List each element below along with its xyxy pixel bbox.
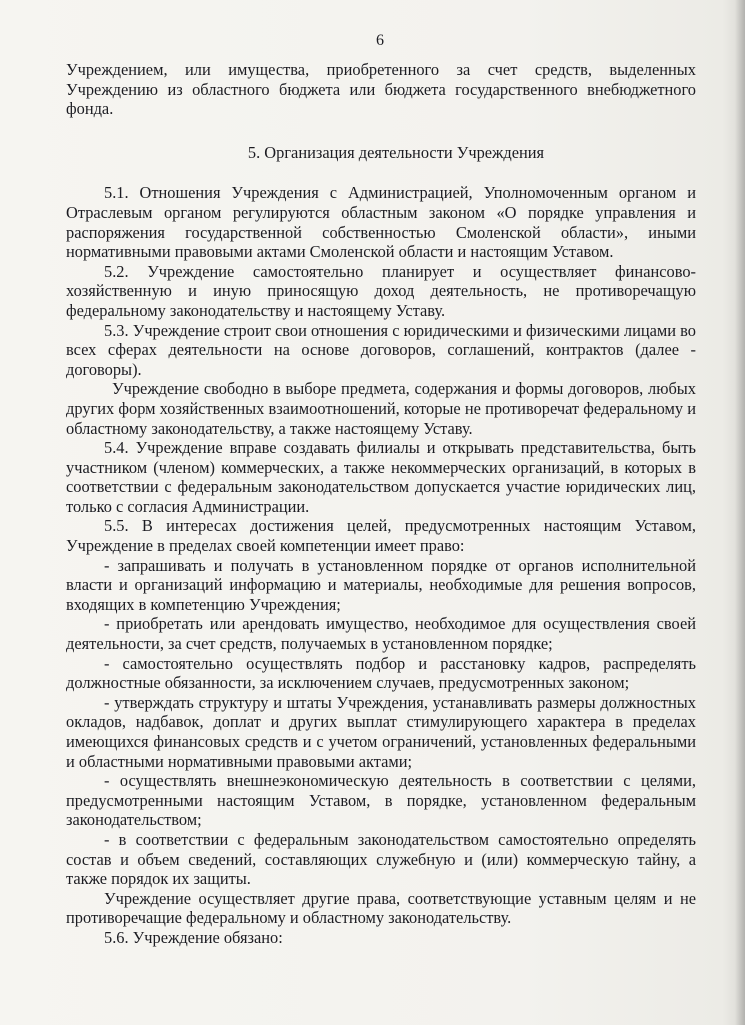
right-item-structure: - утверждать структуру и штаты Учреждения, устанавливать размеры должностных окладов, надбавок, доплат и других выплат стимулирующего характера в пределах имеющихся финансовых средств и с учетом ограничений, установленных федеральными и областными нормативными правовыми актами;	[66, 692, 696, 771]
paragraph-5-4: 5.4. Учреждение вправе создавать филиалы и открывать представительства, быть участником (членом) коммерческих, а также некоммерческих организаций, в которых в соответствии с федеральным законодательством допускается участие юридических лиц, только с согласия Администрации.	[66, 438, 696, 516]
paragraph-5-3-contracts: Учреждение свободно в выборе предмета, содержания и формы договоров, любых других форм хозяйственных взаимоотношений, которые не противоречат федеральному и областному законодательству, а также настоящему Уставу.	[66, 379, 696, 438]
right-item-confidential-info: - в соответствии с федеральным законодательством самостоятельно определять состав и объем сведений, составляющих служебную и (или) коммерческую тайну, а также порядок их защиты.	[66, 829, 696, 889]
section-heading: 5. Организация деятельности Учреждения	[247, 142, 545, 162]
page-edge-shadow	[735, 0, 745, 1025]
paragraph-5-6: 5.6. Учреждение обязано:	[104, 927, 283, 947]
intro-paragraph: Учреждением, или имущества, приобретенного за счет средств, выделенных Учреждению из областного бюджета или бюджета государственного внебюджетного фонда.	[66, 60, 696, 119]
right-item-acquire-property: - приобретать или арендовать имущество, необходимое для осуществления своей деятельности, за счет средств, получаемых в установленном порядке;	[66, 614, 696, 654]
page-number: 6	[376, 32, 384, 49]
paragraph-5-3: 5.3. Учреждение строит свои отношения с юридическими и физическими лицами во всех сферах деятельности на основе договоров, соглашений, контрактов (далее - договоры).	[66, 320, 696, 379]
closing-paragraph: Учреждение осуществляет другие права, соответствующие уставным целям и не противоречащие федеральному и областному законодательству.	[66, 888, 696, 928]
paragraph-5-1: 5.1. Отношения Учреждения с Администрацией, Уполномоченным органом и Отраслевым органом регулируются областным законом «О порядке управления и распоряжения государственной собственностью Смоленской области», иными нормативными правовыми актами Смоленской области и настоящим Уставом.	[66, 183, 696, 262]
paragraph-5-2: 5.2. Учреждение самостоятельно планирует и осуществляет финансово-хозяйственную и иную приносящую доход деятельность, не противоречащую федеральному законодательству и настоящему Уставу.	[66, 261, 696, 320]
right-item-request-info: - запрашивать и получать в установленном порядке от органов исполнительной власти и организаций информацию и материалы, необходимые для решения вопросов, входящих в компетенцию Учреждения;	[66, 555, 696, 614]
document-body	[66, 60, 696, 948]
paragraph-5-5: 5.5. В интересах достижения целей, предусмотренных настоящим Уставом, Учреждение в пределах своей компетенции имеет право:	[66, 516, 696, 556]
right-item-foreign-economic: - осуществлять внешнеэкономическую деятельность в соответствии с целями, предусмотренными настоящим Уставом, в порядке, установленном федеральным законодательством;	[66, 771, 696, 830]
right-item-staffing: - самостоятельно осуществлять подбор и расстановку кадров, распределять должностные обязанности, за исключением случаев, предусмотренных законом;	[66, 653, 696, 693]
